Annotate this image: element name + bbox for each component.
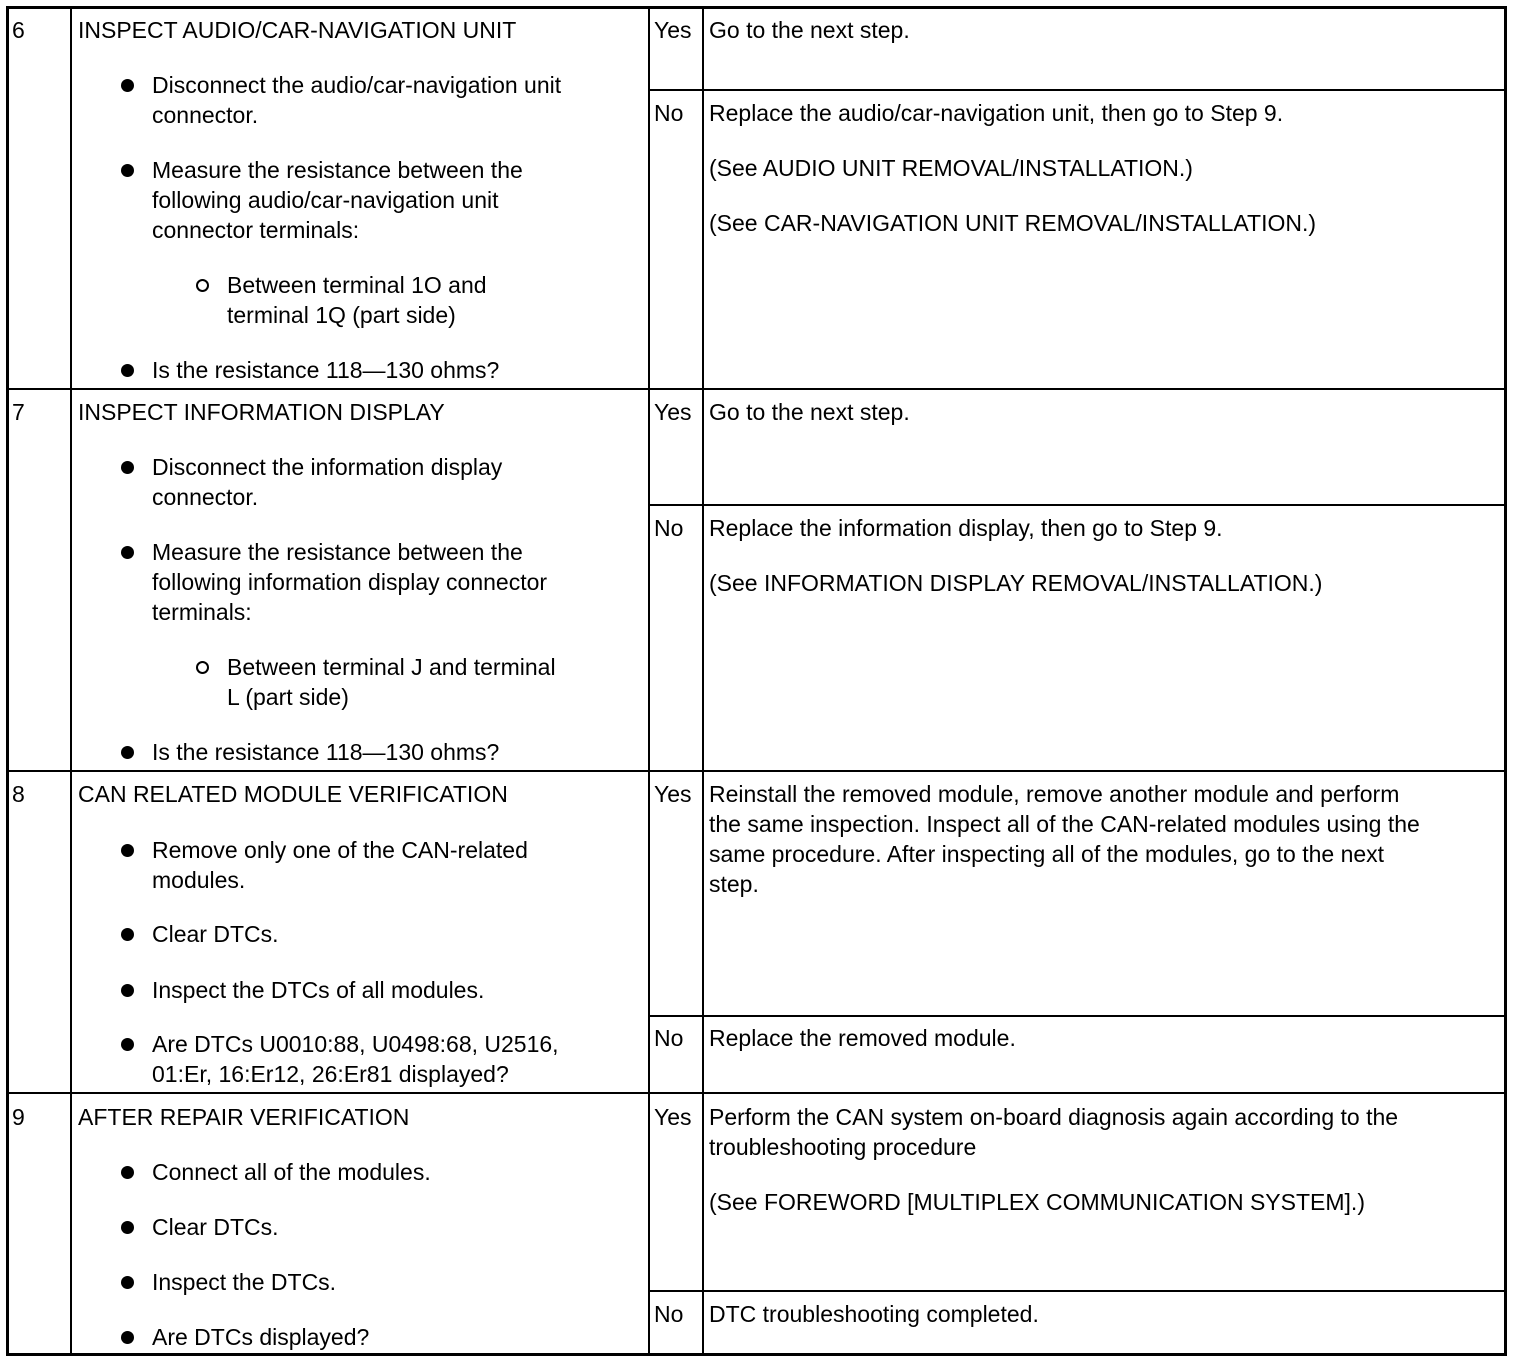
column-divider [702,9,704,1353]
yes-label: Yes [654,17,692,43]
step-item-line: terminal 1Q (part side) [227,302,456,328]
step-item-line: modules. [152,867,246,893]
step-item-line: Between terminal J and terminal [227,654,556,680]
yes-result-line: Go to the next step. [709,17,910,43]
step-item-line: 01:Er, 16:Er12, 26:Er81 displayed? [152,1061,509,1087]
step-item-line: following information display connector [152,569,548,595]
yes-label: Yes [654,1104,692,1130]
row-divider [9,1092,1504,1094]
step-number: 8 [12,781,25,807]
yes-no-divider [648,1290,1504,1292]
step-number: 6 [12,17,25,43]
column-divider [648,9,650,1353]
step-item-line: Are DTCs U0010:88, U0498:68, U2516, [152,1031,559,1057]
step-item-line: Measure the resistance between the [152,539,523,565]
yes-no-divider [648,504,1504,506]
step-item-line: Clear DTCs. [152,921,279,947]
yes-result-line: the same inspection. Inspect all of the CAN-related modules using the [709,811,1420,837]
bullet-icon [121,546,134,559]
no-label: No [654,515,684,541]
step-number: 7 [12,399,25,425]
step-item-line: Between terminal 1O and [227,272,487,298]
no-result-line: (See INFORMATION DISPLAY REMOVAL/INSTALLATION.) [709,570,1323,596]
yes-result-line: (See FOREWORD [MULTIPLEX COMMUNICATION SYSTEM].) [709,1189,1365,1215]
step-item-line: Clear DTCs. [152,1214,279,1240]
bullet-icon [121,164,134,177]
yes-result-line: Perform the CAN system on-board diagnosis again according to the [709,1104,1399,1130]
step-item-line: Inspect the DTCs of all modules. [152,977,485,1003]
bullet-icon [121,984,134,997]
step-title: INSPECT AUDIO/CAR-NAVIGATION UNIT [78,17,517,43]
step-item-line: Connect all of the modules. [152,1159,431,1185]
diagnostic-table [6,6,1507,1356]
step-number: 9 [12,1104,25,1130]
bullet-icon [121,79,134,92]
step-item-line: Is the resistance 118—130 ohms? [152,739,500,765]
no-result-line: DTC troubleshooting completed. [709,1301,1039,1327]
step-item-line: terminals: [152,599,252,625]
no-result-line: (See AUDIO UNIT REMOVAL/INSTALLATION.) [709,155,1193,181]
step-item-line: Are DTCs displayed? [152,1324,370,1350]
no-label: No [654,1025,684,1051]
no-result-line: (See CAR-NAVIGATION UNIT REMOVAL/INSTALLATION.) [709,210,1317,236]
yes-result-line: Reinstall the removed module, remove another module and perform [709,781,1400,807]
sub-bullet-icon [196,279,209,292]
yes-result-line: Go to the next step. [709,399,910,425]
row-divider [9,388,1504,390]
no-result-line: Replace the removed module. [709,1025,1016,1051]
bullet-icon [121,364,134,377]
yes-no-divider [648,89,1504,91]
step-title: CAN RELATED MODULE VERIFICATION [78,781,508,807]
yes-result-line: step. [709,871,759,897]
no-label: No [654,1301,684,1327]
bullet-icon [121,1038,134,1051]
yes-result-line: troubleshooting procedure [709,1134,977,1160]
no-result-line: Replace the audio/car-navigation unit, then go to Step 9. [709,100,1284,126]
yes-result-line: same procedure. After inspecting all of the modules, go to the next [709,841,1385,867]
yes-no-divider [648,1015,1504,1017]
yes-label: Yes [654,781,692,807]
step-item-line: connector terminals: [152,217,360,243]
step-item-line: Disconnect the audio/car-navigation unit [152,72,562,98]
step-item-line: Remove only one of the CAN-related [152,837,528,863]
yes-label: Yes [654,399,692,425]
bullet-icon [121,844,134,857]
row-divider [9,770,1504,772]
bullet-icon [121,1221,134,1234]
step-item-line: Inspect the DTCs. [152,1269,337,1295]
bullet-icon [121,746,134,759]
no-result-line: Replace the information display, then go to Step 9. [709,515,1223,541]
step-item-line: following audio/car-navigation unit [152,187,499,213]
step-item-line: connector. [152,484,259,510]
step-item-line: Is the resistance 118—130 ohms? [152,357,500,383]
sub-bullet-icon [196,661,209,674]
step-item-line: L (part side) [227,684,349,710]
bullet-icon [121,461,134,474]
step-item-line: connector. [152,102,259,128]
bullet-icon [121,1166,134,1179]
bullet-icon [121,1331,134,1344]
step-item-line: Measure the resistance between the [152,157,523,183]
column-divider [70,9,72,1353]
bullet-icon [121,1276,134,1289]
step-title: INSPECT INFORMATION DISPLAY [78,399,445,425]
no-label: No [654,100,684,126]
step-item-line: Disconnect the information display [152,454,503,480]
step-title: AFTER REPAIR VERIFICATION [78,1104,410,1130]
bullet-icon [121,928,134,941]
